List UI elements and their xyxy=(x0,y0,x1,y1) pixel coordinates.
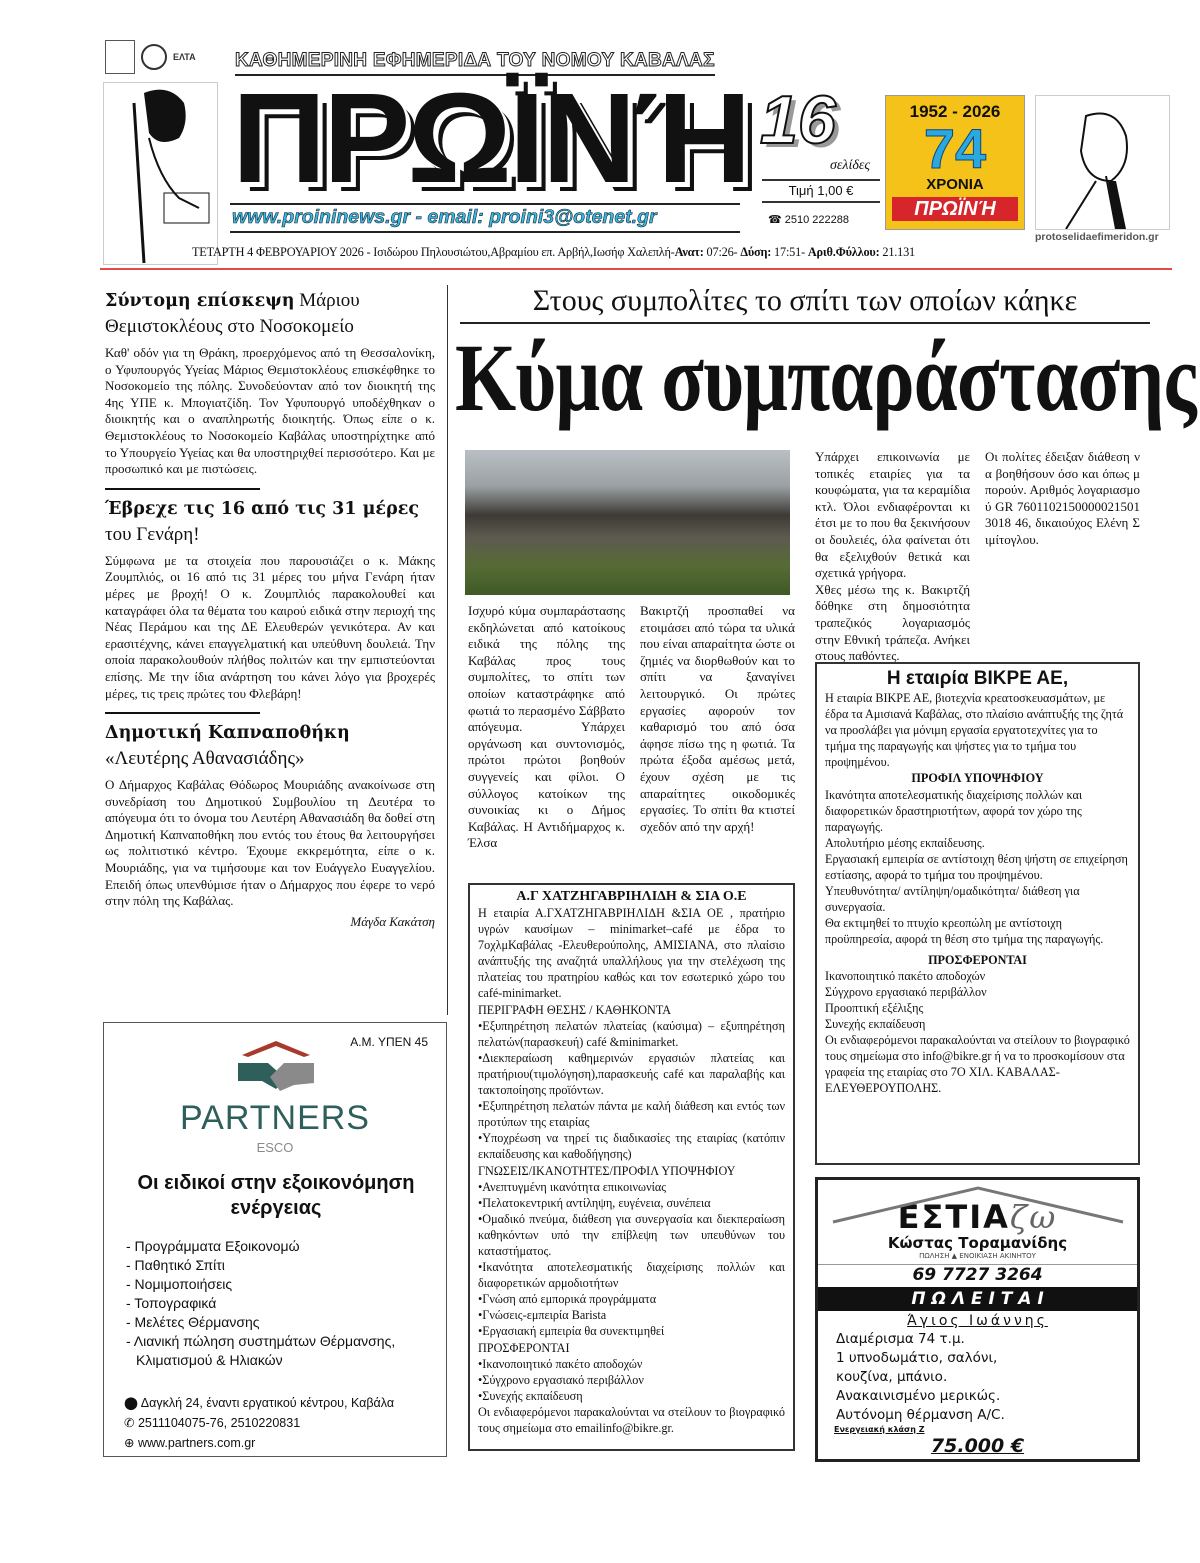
for-sale-banner: Π Ω Λ Ε Ι Τ Α Ι xyxy=(818,1287,1137,1311)
issue-number: 21.131 xyxy=(879,245,915,259)
article-column-3 xyxy=(815,449,970,665)
offer-item: Σύγχρονο εργασιακό περιβάλλον xyxy=(825,984,987,999)
ad-line: •Γνώση από εμπορικά προγράμματα xyxy=(478,1292,657,1307)
ad-line: •Εργασιακή εμπειρία θα συνεκτιμηθεί xyxy=(478,1324,665,1339)
page-count: 16 xyxy=(760,82,836,158)
services-list xyxy=(126,1237,436,1370)
brand-script: ζω xyxy=(1009,1198,1058,1236)
caricature-right-image xyxy=(1035,95,1170,230)
ad-line: •Γνώσεις-εμπειρία Barista xyxy=(478,1308,607,1323)
elta-logo: ΕΛΤΑ xyxy=(173,52,196,62)
burned-house-photo xyxy=(465,450,790,595)
offer-item: Προοπτική εξέλιξης xyxy=(825,1000,924,1015)
title-bold: Σύντομη επίσκεψη xyxy=(105,291,295,311)
detail: Διαμέρισμα 74 τ.μ. xyxy=(836,1331,965,1347)
agency-services: ΠΩΛΗΣΗ ▲ ΕΝΟΙΚΙΑΣΗ ΑΚΙΝΗΤΟΥ xyxy=(919,1252,1036,1260)
byline: Μάγδα Κακάτση xyxy=(350,913,435,929)
profile-item: Απολυτήριο μέσης εκπαίδευσης. xyxy=(825,835,985,850)
partners-ad xyxy=(103,1022,447,1457)
agency-phone: 69 7727 3264 xyxy=(818,1264,1137,1285)
agent-name: Κώστας Τοραμανίδης xyxy=(887,1234,1068,1252)
title-rest: «Λευτέρης Αθανασιάδης» xyxy=(105,748,305,770)
energy-class: Ενεργειακή κλάση Ζ xyxy=(834,1425,925,1434)
article-column-1: Ισχυρό κύμα συμπαράστασης εκδηλώνεται από κατοίκους ειδικά της πόλης της Καβάλας προς τους συμπολίτες, το σπίτι των οποίων καταστράφηκε από φωτιά το περασμένο Σάββατο απόγευμα. Υπάρχει οργάνωση και συντονισμός, πρώτοι πρώτοι βοηθούν συγγενείς και φίλοι. Ο σύλλογος κατοίκων της συνοικίας κι ο Δήμος Καβάλας. Η Αντιδήμαρχος κ. Έλσα xyxy=(468,603,625,851)
watermark: protoselidaefimeridon.gr xyxy=(1035,231,1159,243)
article-kicker: Στους συμπολίτες το σπίτι των οποίων κάηκε xyxy=(460,284,1150,324)
website[interactable]: www.partners.com.gr xyxy=(137,1436,256,1450)
sunrise: 07:26- xyxy=(703,245,741,259)
profile-item: Εργασιακή εμπειρία σε αντίστοιχη θέση ψήστη σε επιχείρηση εστίασης, αφορά το τμήμα του προψημένου. xyxy=(825,851,1128,883)
profile-item: Ικανότητα αποτελεσματικής διαχείρισης πολλών και διαφορετικών δραστηριοτήτων, αφορά τον χώρο της παραγωγής. xyxy=(825,787,1083,834)
service-item: - Λιανική πώληση συστημάτων Θέρμανσης, Κλιματισμού & Ηλιακών xyxy=(126,1333,396,1368)
article-title xyxy=(105,720,435,771)
article-title xyxy=(105,288,435,339)
phone-icon: ✆ xyxy=(124,1416,138,1430)
partners-brand: PARTNERS xyxy=(179,1099,370,1137)
ad-line: ΠΡΟΣΦΕΡΟΝΤΑΙ xyxy=(478,1340,570,1355)
ad-line: •Υποχρέωση να τηρεί τις διαδικασίες της εταιρίας (κατόπιν εκπαίδευσης και καθοδήγησης) xyxy=(478,1131,785,1162)
ad-intro: Η εταιρία ΒΙΚΡΕ ΑΕ, βιοτεχνία κρεατοσκευασμάτων, με έδρα τα Αμισιανά Καβάλας, στο πλαίσιο ανάπτυξής της ζητά να προσλάβει για μόνιμη εργασία εργατοτεχνίτες για το τμήμα της παραγωγής και ψήστες για το τμήμα του προψημένου. xyxy=(825,691,1124,770)
article-body: Καθ' οδόν για τη Θράκη, προερχόμενος από τη Θεσσαλονίκη, ο Υφυπουργός Υγείας Μάριος Θεμιστοκλέους επισκέφθηκε το Νοσοκομείο της πόλης. Συνοδεύονταν από τον διοικητή της 4ης ΥΠΕ κ. Μπογιατζίδη. Τον Υφυπουργό υποδέχθηκαν ο διοικητής και ο αναπληρωτής διοικητής. Όπως είπε ο κ. Θεμιστοκλέους το Νοσοκομείο Καβάλας υποστηρίχτηκε από το Υπουργείο Υγείας και θα υποστηριχθεί περισσότερο. Και με προσωπικό και με πιστώσεις. xyxy=(105,345,435,477)
offer-item: Ικανοποιητικό πακέτο αποδοχών xyxy=(825,968,986,983)
location: Άγιος Ιωάννης xyxy=(907,1313,1048,1329)
contact-text: Οι ενδιαφερόμενοι παρακαλούνται να στείλουν το βιογραφικό τους σημείωμα στο info@bikre.gr ή να το προσκομίσουν στα γραφεία της εταιρίας στο 7Ο ΧΙΛ. ΚΑΒΑΛΑΣ- ΕΛΕΥΘΕΡΟΥΠΟΛΗΣ. xyxy=(825,1032,1130,1096)
article-headline: Κύμα συμπαράστασης xyxy=(455,324,1196,431)
globe-icon: ⊕ xyxy=(124,1436,138,1450)
seal-logo xyxy=(141,44,167,70)
date-and-nameday: ΤΕΤΑΡΤΗ 4 ΦΕΒΡΟΥΑΡΙΟΥ 2026 - Ισιδώρου Πηλουσιώτου,Αβραμίου επ. Αρβήλ,Ιωσήφ Χαλεπλή- xyxy=(192,245,675,259)
caricature-left-image xyxy=(103,82,218,265)
ad-line: •Ανεπτυγμένη ικανότητα επικοινωνίας xyxy=(478,1179,667,1194)
ad-line: ΓΝΩΣΕΙΣ/ΙΚΑΝΟΤΗΤΕΣ/ΠΡΟΦΙΛ ΥΠΟΨΗΦΙΟΥ xyxy=(478,1163,736,1178)
sunrise-label: Ανατ: xyxy=(674,245,704,259)
ad-lines xyxy=(478,1002,785,1437)
service-item: - Νομιμοποιήσεις xyxy=(126,1276,233,1292)
ad-line: •Σύγχρονο εργασιακό περιβάλλον xyxy=(478,1372,644,1387)
anniversary-number: 74 xyxy=(923,117,987,180)
title-rest: Μάριου Θεμιστοκλέους στο Νοσοκομείο xyxy=(105,290,360,337)
article-body: Σύμφωνα με τα στοιχεία που παρουσιάζει ο κ. Μάκης Ζουμπλιός, οι 16 από τις 31 μέρες του μήνα Γενάρη ήταν μέρες με βροχή! Ο κ. Ζουμπλιός παρακολουθεί και καταγράφει όλα τα θέματα του καιρού ειδικά στην περιοχή της Νέας Περάμου και της ΔΕ Ελευθερών γενικότερα. Αν και ερασιτέχνης, κάνει επαγγελματική και υπεύθυνη δουλειά. Την οποία παρακολουθούν πλήθος πολιτών και την εμπιστεύονται επίσης. Με την ίδια ανάρτηση του κάνει λόγο για βροχερές μέρες, τις τρεις πρώτες του Φλεβάρη! xyxy=(105,552,435,701)
handshake-house-logo-icon xyxy=(234,1039,318,1099)
partners-slogan: Οι ειδικοί στην εξοικονόμηση ενέργειας xyxy=(137,1172,415,1219)
ad-line: •Ικανότητα αποτελεσματικής διαχείρισης πολλών και διαφορετικών αρμοδιοτήτων xyxy=(478,1260,785,1291)
left-column xyxy=(105,288,435,930)
phone-icon: ☎ xyxy=(768,214,785,226)
partners-sub: ESCO xyxy=(256,1140,294,1155)
title-bold: Έβρεχε τις 16 από τις 31 μέρες xyxy=(105,498,420,519)
title-rest: του Γενάρη! xyxy=(105,523,200,545)
tagline: ΚΑΘΗΜΕΡΙΝΗ ΕΦΗΜΕΡΙΔΑ ΤΟΥ ΝΟΜΟΥ ΚΑΒΑΛΑΣ xyxy=(235,50,715,76)
job-ad-hatzigavrilidis xyxy=(468,883,795,1451)
property-details xyxy=(818,1330,1137,1425)
page-count-label: σελίδες xyxy=(830,158,871,173)
brand: ΕΣΤΙΑ xyxy=(897,1198,1010,1236)
divider xyxy=(105,488,260,490)
ad-line: •Πελατοκεντρική αντίληψη, ευγένεια, συνέπεια xyxy=(478,1195,711,1210)
website-email[interactable]: www.proininews.gr - email: proini3@otenet.gr xyxy=(230,203,740,233)
issue-label: Αριθ.Φύλλου: xyxy=(807,245,880,259)
anniversary-label: ΧΡΟΝΙΑ xyxy=(926,176,984,193)
job-ad-bikre xyxy=(815,662,1140,1165)
address: Δαγκλή 24, έναντι εργατικού κέντρου, Καβάλα xyxy=(140,1396,395,1410)
price: Τιμή 1,00 € xyxy=(762,179,880,203)
sunset-label: Δύση: xyxy=(740,245,772,259)
profile-item: Θα εκτιμηθεί το πτυχίο κρεοπώλη με αντίστοιχη προϋπηρεσία, αφορά τη θέση στο τμήμα της παραγωγής. xyxy=(825,916,1104,947)
ad-line: •Ικανοποιητικό πακέτο αποδοχών xyxy=(478,1356,643,1371)
service-item: - Προγράμματα Εξοικονομώ xyxy=(126,1238,300,1254)
newspaper-title: ΠΡΩΪΝΉ xyxy=(232,67,749,210)
ad-line: •Εξυπηρέτηση πελατών πάντα με καλή διάθεση και εντός των προτύπων της εταιρίας xyxy=(478,1099,785,1130)
paragraph: Χθες μέσω της κ. Βακιρτζή δόθηκε στη δημοσιότητα τραπεζικός λογαριασμός στην Εθνική τράπεζα. Ανήκει στους παθόντες. xyxy=(815,581,970,664)
detail: 1 υπνοδωμάτιο, σαλόνι, xyxy=(836,1350,998,1366)
title-bold: Δημοτική Καπναποθήκη xyxy=(105,723,350,744)
article-body: Ο Δήμαρχος Καβάλας Θόδωρος Μουριάδης ανακοίνωσε στη συνεδρίαση του Δημοτικού Συμβουλίου τη Δευτέρα το απόγευμα ότι το όνομα του Λευτέρη Αθανασιάδη θα δοθεί στη Δημοτική Καπναποθήκη που εντός του έτους θα λειτουργήσει ως πολιτιστικό κέντρο. Έχουμε εκκρεμότητα, είπε ο κ. Μουριάδης, για να τιμήσουμε και τον Ευάγγελο Ευαγγελίου. Επειδή όπως υπενθύμισε ήταν ο Δήμαρχος που έφερε το νερό στην πόλη της Καβάλας. xyxy=(105,777,435,909)
ad-line: •Εξυπηρέτηση πελατών πλατείας (καύσιμα) – εξυπηρέτηση πελατών(παρασκευή) café &minimarket. xyxy=(478,1018,785,1049)
paragraph: Υπάρχει επικοινωνία με τοπικές εταιρίες για τα κουφώματα, για τα κεραμίδια κτλ. Όλοι ενδιαφέρονται κι έτσι με το που θα ξεκινήσουν οι δουλειές, όλα φαίνεται ότι θα εξελιχθούν θετικά και σχετικά γρήγορα. xyxy=(815,449,970,581)
ad-intro: Η εταιρία Α.ΓΧΑΤΖΗΓΑΒΡΙΗΛΙΔΗ &ΣΙΑ ΟΕ , πρατήριο υγρών καυσίμων – minimarket–café με έδρα το 7οχλμΚαβάλας -Ελευθερούπολης, ΑΜΙΣΙΑΝΑ, στο πλαίσιο ανάπτυξής της αναζητά υπαλλήλους για την στελέχωση της πλατείας του πρατηρίου καθώς και τον εσωτερικό χώρο του café-minimarket. xyxy=(478,906,785,1001)
phone-number: 2510 222288 xyxy=(784,214,849,226)
sunset: 17:51- xyxy=(771,245,808,259)
phones: 2511104075-76, 2510220831 xyxy=(137,1416,301,1430)
anniversary-badge xyxy=(885,95,1025,230)
offers-title: ΠΡΟΣΦΕΡΟΝΤΑΙ xyxy=(928,952,1027,967)
ad-line: Οι ενδιαφερόμενοι παρακαλούνται να στείλουν το βιογραφικό τους σημείωμα στο emailinfo@bikre.gr. xyxy=(478,1404,785,1435)
ad-line: •Ομαδικό πνεύμα, διάθεση για συνεργασία και διεκπεραίωση καθηκόντων υπό την επίβλεψη των υπευθύνων του καταστήματος. xyxy=(478,1211,785,1258)
article-column-2: Βακιρτζή προσπαθεί να ετοιμάσει από τώρα τα υλικά που είναι απαραίτητα ώστε οι ζημιές να διορθωθούν και το σπίτι να ξαναγίνει λειτουργικό. Οι πρώτες εργασίες αφορούν τον καθαρισμό του από όσα άφησε πίσω της η φωτιά. Τα πρώτα έξοδα αμέσως μετά, έχουν σχέση με τις απαραίτητες οικοδομικές εργασίες. Το σπίτι θα κτιστεί σχεδόν από την αρχή! xyxy=(640,603,795,834)
article-column-4: Οι πολίτες έδειξαν διάθεση να βοηθήσουν όσο και όπως μπορούν. Αριθμός λογαριασμού GR 76011021500000215013018 46, δικαιούχος Ελένη Σιμίτογλου. xyxy=(985,449,1140,547)
license-number: Α.Μ. ΥΠΕΝ 45 xyxy=(350,1035,428,1049)
header-divider xyxy=(100,268,1172,270)
service-item: - Τοπογραφικά xyxy=(126,1295,217,1311)
phone xyxy=(768,213,849,227)
service-item: - Παθητικό Σπίτι xyxy=(126,1257,225,1273)
service-item: - Μελέτες Θέρμανσης xyxy=(126,1314,260,1330)
postal-logos xyxy=(105,40,196,74)
detail: Ανακαινισμένο μερικώς. xyxy=(836,1388,1001,1404)
dateline xyxy=(192,245,915,259)
detail: κουζίνα, μπάνιο. xyxy=(836,1369,948,1385)
anniversary-brand: ΠΡΩΪΝΉ xyxy=(892,197,1018,221)
ad-line: •Διεκπεραίωση καθημερινών εργασιών πλατείας και πρατήριου(τιμολόγηση),παρασκευής café και παραλαβής και τακτοποίησης προϊόντων. xyxy=(478,1050,785,1098)
real-estate-ad xyxy=(815,1177,1140,1462)
property-price: 75.000 € xyxy=(930,1435,1025,1457)
permit-logo xyxy=(105,40,135,74)
profile-title: ΠΡΟΦΙΛ ΥΠΟΨΗΦΙΟΥ xyxy=(911,771,1044,786)
contact-info xyxy=(124,1393,394,1453)
ad-line: ΠΕΡΙΓΡΑΦΗ ΘΕΣΗΣ / ΚΑΘΗΚΟΝΤΑ xyxy=(478,1002,672,1017)
column-divider xyxy=(447,285,448,1015)
divider xyxy=(105,712,260,714)
location-pin-icon: ⬤ xyxy=(124,1396,141,1410)
ad-line: •Συνεχής εκπαίδευση xyxy=(478,1388,583,1403)
roof-icon xyxy=(828,1184,1128,1224)
profile-item: Υπευθυνότητα/ αντίληψη/ομαδικότητα/ διάθεση για συνεργασία. xyxy=(825,884,1080,915)
ad-title: Α.Γ ΧΑΤΖΗΓΑΒΡΙΗΛΙΔΗ & ΣΙΑ Ο.Ε xyxy=(516,889,747,904)
offer-item: Συνεχής εκπαίδευση xyxy=(825,1016,926,1031)
anniversary-years: 1952 - 2026 xyxy=(909,102,1001,121)
detail: Αυτόνομη θέρμανση A/C. xyxy=(836,1407,1005,1423)
article-title xyxy=(105,496,435,547)
ad-title: Η εταιρία ΒΙΚΡΕ ΑΕ, xyxy=(886,668,1069,689)
